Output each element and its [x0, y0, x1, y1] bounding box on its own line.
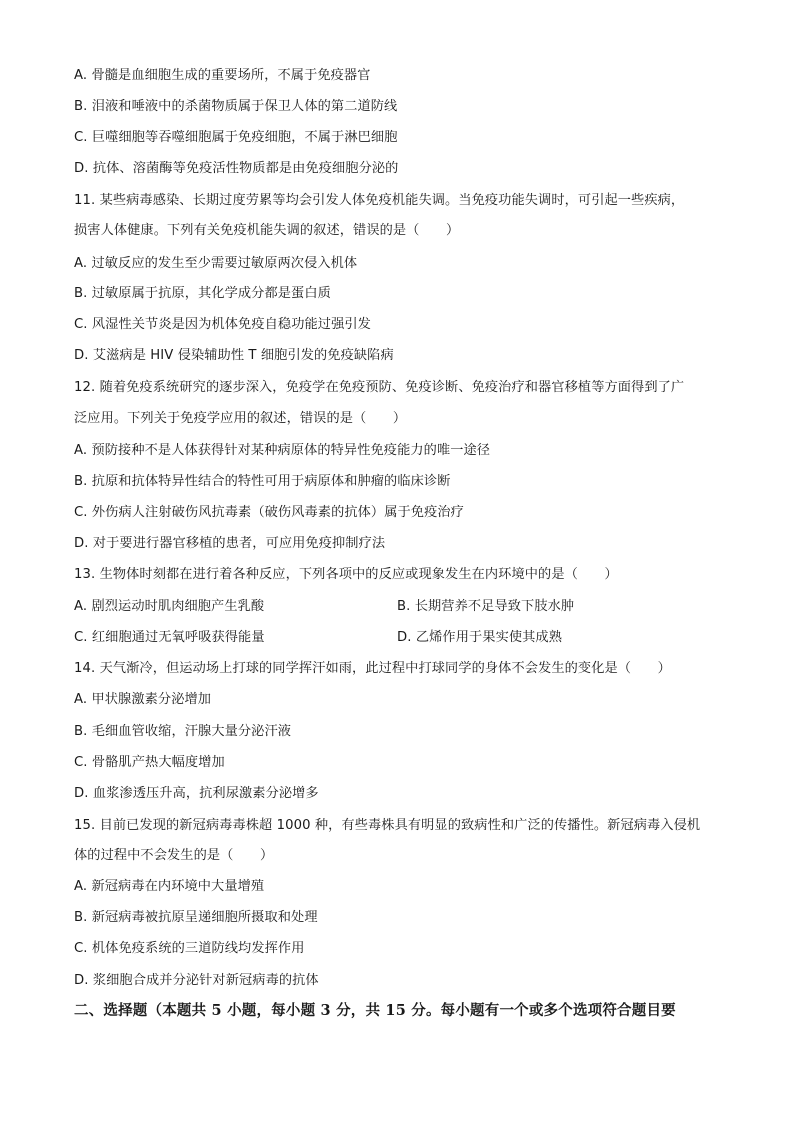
- q11-option-a: A. 过敏反应的发生至少需要过敏原两次侵入机体: [74, 256, 358, 271]
- q14-option-d: D. 血浆渗透压升高，抗利尿激素分泌增多: [74, 786, 319, 801]
- q15-option-c: C. 机体免疫系统的三道防线均发挥作用: [74, 941, 305, 956]
- q10-option-b: B. 泪液和唾液中的杀菌物质属于保卫人体的第二道防线: [74, 99, 398, 114]
- q11-option-c: C. 风湿性关节炎是因为机体免疫自稳功能过强引发: [74, 317, 371, 332]
- q14-option-b: B. 毛细血管收缩，汗腺大量分泌汗液: [74, 724, 292, 739]
- q13-option-c: C. 红细胞通过无氧呼吸获得能量: [74, 630, 265, 645]
- q14-stem: 14. 天气渐冷，但运动场上打球的同学挥汗如雨，此过程中打球同学的身体不会发生的变化是（ ）: [74, 661, 671, 676]
- q12-stem-line1: 12. 随着免疫系统研究的逐步深入，免疫学在免疫预防、免疫诊断、免疫治疗和器官移植等方面得到了广: [74, 380, 685, 395]
- section-heading: 二、选择题（本题共 5 小题，每小题 3 分，共 15 分。每小题有一个或多个选项符合题目要: [74, 1002, 676, 1019]
- q12-option-d: D. 对于要进行器官移植的患者，可应用免疫抑制疗法: [74, 536, 386, 551]
- q15-stem-line2: 体的过程中不会发生的是（ ）: [74, 848, 274, 863]
- q12-option-b: B. 抗原和抗体特异性结合的特性可用于病原体和肿瘤的临床诊断: [74, 474, 451, 489]
- q13-option-a: A. 剧烈运动时肌肉细胞产生乳酸: [74, 599, 265, 614]
- q13-stem: 13. 生物体时刻都在进行着各种反应，下列各项中的反应或现象发生在内环境中的是（ ）: [74, 567, 618, 582]
- q10-option-a: A. 骨髓是血细胞生成的重要场所，不属于免疫器官: [74, 68, 371, 83]
- q12-stem-line2: 泛应用。下列关于免疫学应用的叙述，错误的是（ ）: [74, 411, 407, 426]
- q12-option-c: C. 外伤病人注射破伤风抗毒素（破伤风毒素的抗体）属于免疫治疗: [74, 505, 464, 520]
- q13-option-b: B. 长期营养不足导致下肢水肿: [397, 599, 575, 614]
- q14-option-a: A. 甲状腺激素分泌增加: [74, 692, 212, 707]
- q15-option-d: D. 浆细胞合成并分泌针对新冠病毒的抗体: [74, 973, 319, 988]
- q10-option-d: D. 抗体、溶菌酶等免疫活性物质都是由免疫细胞分泌的: [74, 161, 399, 176]
- q11-option-b: B. 过敏原属于抗原，其化学成分都是蛋白质: [74, 286, 331, 301]
- q11-stem-line1: 11. 某些病毒感染、长期过度劳累等均会引发人体免疫机能失调。当免疫功能失调时，可引起一些疾病，: [74, 193, 685, 208]
- q15-option-a: A. 新冠病毒在内环境中大量增殖: [74, 879, 265, 894]
- q14-option-c: C. 骨骼肌产热大幅度增加: [74, 755, 225, 770]
- q15-option-b: B. 新冠病毒被抗原呈递细胞所摄取和处理: [74, 910, 318, 925]
- q15-stem-line1: 15. 目前已发现的新冠病毒毒株超 1000 种，有些毒株具有明显的致病性和广泛的传播性。新冠病毒入侵机: [74, 818, 701, 833]
- q10-option-c: C. 巨噬细胞等吞噬细胞属于免疫细胞，不属于淋巴细胞: [74, 130, 398, 145]
- q13-option-d: D. 乙烯作用于果实使其成熟: [397, 630, 562, 645]
- q11-option-d: D. 艾滋病是 HIV 侵染辅助性 T 细胞引发的免疫缺陷病: [74, 348, 394, 363]
- q11-stem-line2: 损害人体健康。下列有关免疫机能失调的叙述，错误的是（ ）: [74, 223, 460, 238]
- q12-option-a: A. 预防接种不是人体获得针对某种病原体的特异性免疫能力的唯一途径: [74, 443, 491, 458]
